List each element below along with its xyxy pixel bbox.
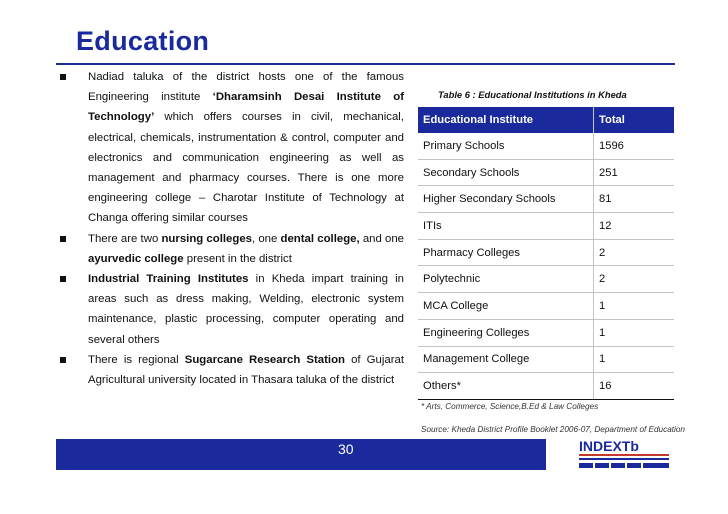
slide-title: Education (76, 26, 210, 56)
bullet-segment: in Kheda impart training in areas such as dress making, Welding, electronic system maintenance, plastic processing, computer operating and several others (88, 273, 404, 346)
total-cell: 251 (594, 159, 675, 186)
square-bullet-icon (60, 276, 66, 282)
table-row (418, 133, 674, 159)
bullet-text (88, 233, 404, 265)
table-row (418, 239, 674, 266)
education-table (418, 107, 674, 400)
institute-cell: Secondary Schools (418, 159, 594, 186)
bullet-item (60, 67, 404, 229)
bullet-segment: Nadiad taluka of the district hosts one of the famous Engineering institute (88, 71, 404, 104)
bullet-segment: There are two (88, 232, 162, 245)
table-source: Source: Kheda District Profile Booklet 2006-07, Department of Education (421, 425, 685, 434)
total-cell: 2 (594, 266, 675, 293)
bullet-text (88, 71, 404, 224)
total-cell: 81 (594, 186, 675, 213)
total-cell: 1 (594, 293, 675, 320)
title-divider (56, 63, 675, 65)
institute-cell: Management College (418, 346, 594, 373)
institute-cell: Primary Schools (418, 133, 594, 159)
bullet-emphasis: Sugarcane Research Station (184, 353, 345, 366)
table-row (418, 186, 674, 213)
bullet-segment: There is regional (88, 353, 185, 366)
table-row (418, 346, 674, 373)
footer-bar (56, 439, 546, 470)
table-row (418, 293, 674, 320)
institute-cell: ITIs (418, 213, 594, 240)
table-footnote: * Arts, Commerce, Science,B.Ed & Law Colleges (421, 402, 599, 411)
square-bullet-icon (60, 236, 66, 242)
institute-cell: Others* (418, 373, 594, 400)
table-row (418, 266, 674, 293)
total-cell: 2 (594, 239, 675, 266)
bullet-list (60, 67, 404, 390)
bullet-segment: which offers courses in civil, mechanical, electrical, chemicals, instrumentation & control, computer and electronics and communication engineering as well as management and pharmacy courses. There is one more engineering college – Charotar Institute of Technology at Changa offering similar courses (88, 111, 404, 225)
bullet-item (60, 269, 404, 350)
bullet-item (60, 350, 404, 390)
bullet-text (88, 354, 404, 386)
bullet-emphasis: dental college, (280, 232, 360, 245)
institute-cell: MCA College (418, 293, 594, 320)
bullet-text (88, 273, 404, 346)
table-caption: Table 6 : Educational Institutions in Kheda (438, 89, 627, 100)
institute-cell: Engineering Colleges (418, 319, 594, 346)
bullet-emphasis: ayurvedic college (88, 252, 184, 265)
institute-cell: Higher Secondary Schools (418, 186, 594, 213)
bullet-segment: present in the district (183, 252, 292, 265)
bullet-segment: and one (359, 232, 405, 245)
table-header-row (418, 107, 674, 133)
total-cell: 1 (594, 346, 675, 373)
bullet-segment: , one (252, 232, 281, 245)
table-row (418, 213, 674, 240)
table-row (418, 319, 674, 346)
total-cell: 16 (594, 373, 675, 400)
bullet-emphasis: Industrial Training Institutes (88, 273, 249, 286)
bullet-item (60, 229, 404, 269)
logo-wordmark: INDEXTb (579, 438, 639, 454)
square-bullet-icon (60, 357, 66, 363)
bullet-segment: of Gujarat Agricultural university located in Thasara taluka of the district (88, 353, 404, 387)
table-row (418, 373, 674, 400)
table-row (418, 159, 674, 186)
column-header-institute: Educational Institute (418, 107, 594, 133)
institute-cell: Polytechnic (418, 266, 594, 293)
column-header-total: Total (594, 107, 675, 133)
total-cell: 1 (594, 319, 675, 346)
institute-cell: Pharmacy Colleges (418, 239, 594, 266)
page-number: 30 (338, 441, 354, 457)
bullet-emphasis: ‘Dharamsinh Desai Institute of Technology’ (88, 91, 404, 124)
square-bullet-icon (60, 74, 66, 80)
total-cell: 12 (594, 213, 675, 240)
indextb-logo (573, 437, 675, 471)
bullet-emphasis: nursing colleges (161, 232, 252, 245)
total-cell: 1596 (594, 133, 675, 159)
